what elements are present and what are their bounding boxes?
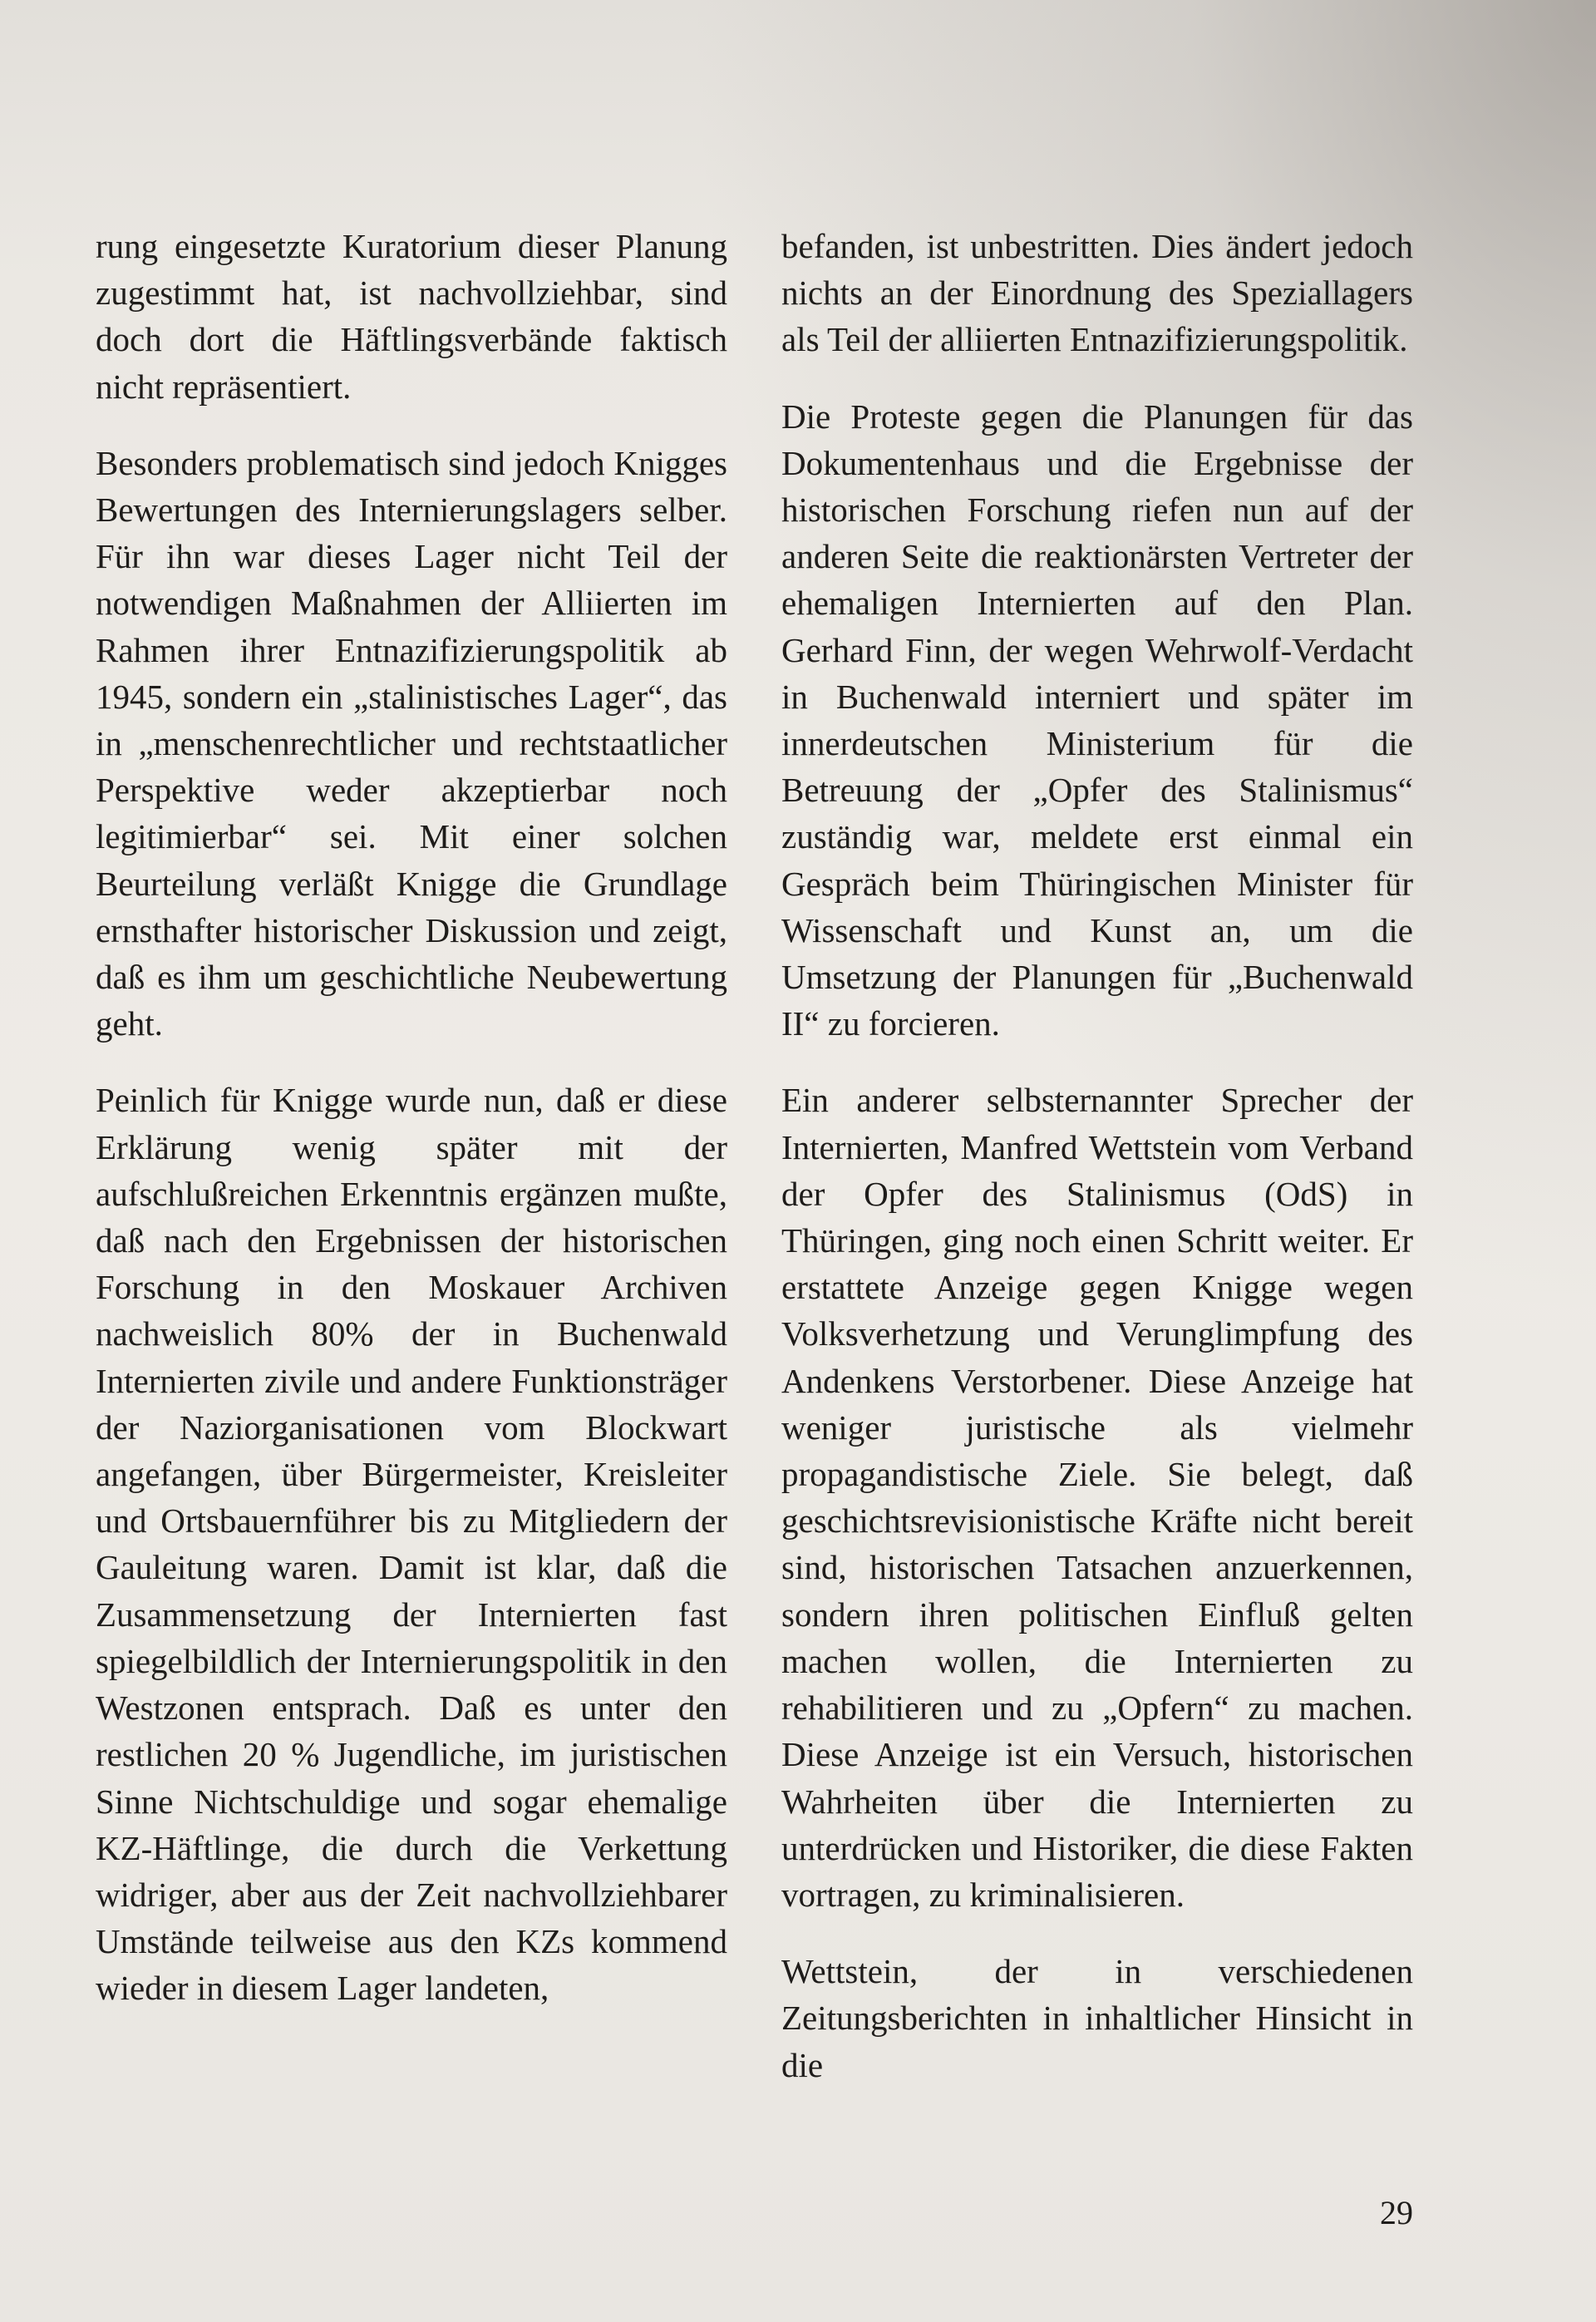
- right-text-column: [781, 223, 1413, 2118]
- left-text-column: [96, 223, 727, 2042]
- paragraph: Besonders problematisch sind jedoch Knigges Bewertungen des Internierungslagers selber. Für ihn war dieses Lager nicht Teil der notwendigen Maßnahmen der Alliierten im Rahmen ihrer Entnazifizierungspolitik ab 1945, sondern ein „stalinistisches Lager“, das in „menschenrechtlicher und rechtstaatlicher Perspektive weder akzeptierbar noch legitimierbar“ sei. Mit einer solchen Beurteilung verläßt Knigge die Grundlage ernsthafter historischer Diskussion und zeigt, daß es ihm um geschichtliche Neubewertung geht.: [96, 443, 727, 1043]
- paragraph: befanden, ist unbestritten. Dies ändert jedoch nichts an der Einordnung des Speziallagers als Teil der alliierten Entnazifizierungspolitik.: [781, 227, 1413, 359]
- paragraph: Peinlich für Knigge wurde nun, daß er diese Erklärung wenig später mit der aufschlußreichen Erkenntnis ergänzen mußte, daß nach den Ergebnissen der historischen Forschung in den Moskauer Archiven nachweislich 80% der in Buchenwald Internierten zivile und andere Funktionsträger der Naziorganisationen vom Blockwart angefangen, über Bürgermeister, Kreisleiter und Ortsbauernführer bis zu Mitgliedern der Gauleitung waren. Damit ist klar, daß die Zusammensetzung der Internierten fast spiegelbildlich der Internierungspolitik in den Westzonen entsprach. Daß es unter den restlichen 20 % Jugendliche, im juristischen Sinne Nichtschuldige und sogar ehemalige KZ-Häftlinge, die durch die Verkettung widriger, aber aus der Zeit nachvollziehbarer Umstände teilweise aus den KZs kommend wieder in diesem Lager landeten,: [96, 1081, 727, 2008]
- paragraph: Wettstein, der in verschiedenen Zeitungsberichten in inhaltlicher Hinsicht in die: [781, 1952, 1413, 2084]
- paragraph: rung eingesetzte Kuratorium dieser Planung zugestimmt hat, ist nachvollziehbar, sind doch dort die Häftlingsverbände faktisch nicht repräsentiert.: [96, 227, 727, 406]
- paragraph: Die Proteste gegen die Planungen für das Dokumentenhaus und die Ergebnisse der historischen Forschung riefen nun auf der anderen Seite die reaktionärsten Vertreter der ehemaligen Internierten auf den Plan. Gerhard Finn, der wegen Wehrwolf-Verdacht in Buchenwald interniert und später im innerdeutschen Ministerium für die Betreuung der „Opfer des Stalinismus“ zuständig war, meldete erst einmal ein Gespräch beim Thüringischen Minister für Wissenschaft und Kunst an, um die Umsetzung der Planungen für „Buchenwald II“ zu forcieren.: [781, 397, 1413, 1043]
- paragraph: Ein anderer selbsternannter Sprecher der Internierten, Manfred Wettstein vom Verband der Opfer des Stalinismus (OdS) in Thüringen, ging noch einen Schritt weiter. Er erstattete Anzeige gegen Knigge wegen Volksverhetzung und Verunglimpfung des Andenkens Verstorbener. Diese Anzeige hat weniger juristische als vielmehr propagandistische Ziele. Sie belegt, daß geschichtsrevisionistische Kräfte nicht bereit sind, historischen Tatsachen anzuerkennen, sondern ihren politischen Einfluß gelten machen wollen, die Internierten zu rehabilitieren und zu „Opfern“ zu machen. Diese Anzeige ist ein Versuch, historischen Wahrheiten über die Internierten zu unterdrücken und Historiker, die diese Fakten vortragen, zu kriminalisieren.: [781, 1081, 1413, 1914]
- page-number: 29: [1380, 2194, 1413, 2231]
